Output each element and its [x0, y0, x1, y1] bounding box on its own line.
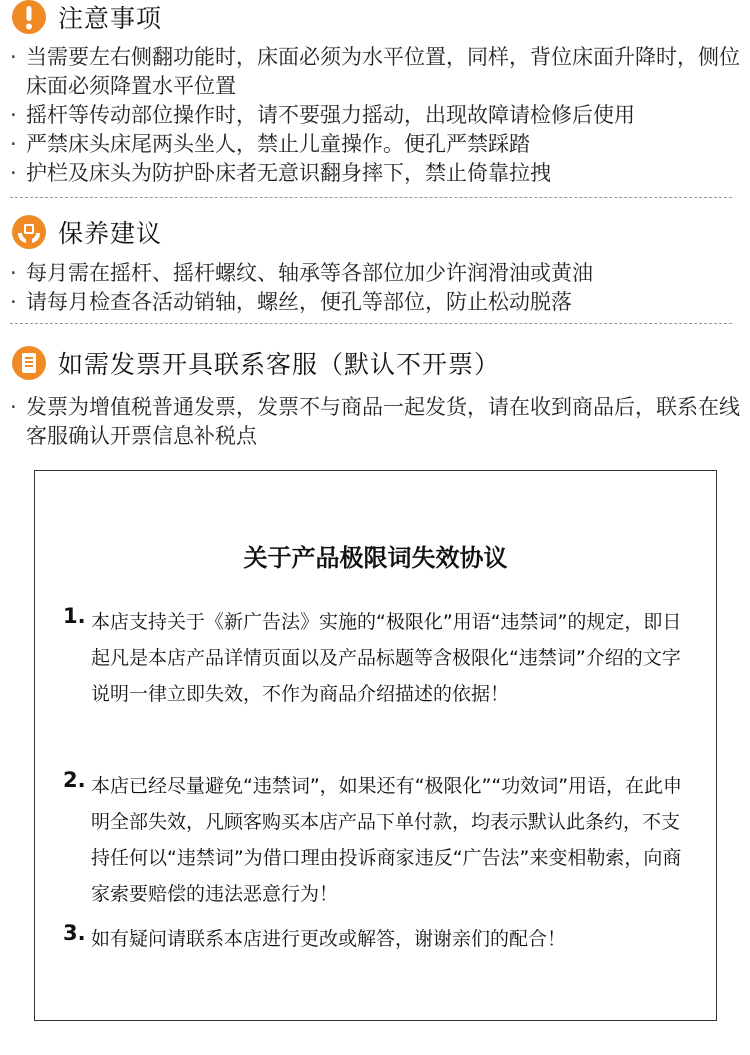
clause [63, 921, 693, 957]
section-invoice [0, 343, 750, 451]
list-item: · 护栏及床头为防护卧床者无意识翻身摔下，禁止倚靠拉拽 [0, 159, 750, 188]
section-header [0, 0, 750, 34]
precautions-list [0, 43, 750, 188]
clause-number: 2. [63, 768, 86, 792]
clause-number: 1. [63, 604, 86, 628]
divider [10, 197, 732, 198]
list-item: · 摇杆等传动部位操作时，请不要强力摇动，出现故障请检修后使用 [0, 101, 750, 130]
clause-text: 本店已经尽量避免“违禁词”，如果还有“极限化”“功效词”用语，在此申明全部失效，凡顾客购买本店产品下单付款，均表示默认此条约，不支持任何以“违禁词”为借口理由投诉商家违反“广告法”来变相勒索，向商家索要赔偿的违法恶意行为！ [91, 775, 683, 905]
invoice-list [0, 393, 750, 451]
section-title: 注意事项 [58, 4, 163, 33]
maintenance-list [0, 259, 750, 317]
invoice-icon [12, 346, 46, 380]
list-item: · 当需要左右侧翻功能时，床面必须为水平位置，同样，背位床面升降时，侧位床面必须降置水平位置 [0, 43, 750, 101]
section-header [0, 343, 750, 383]
list-item: · 严禁床头床尾两头坐人，禁止儿童操作。便孔严禁踩踏 [0, 130, 750, 159]
clause [63, 768, 693, 912]
section-header [0, 212, 750, 252]
exclamation-icon [12, 0, 46, 34]
clause [63, 604, 693, 712]
notice-title: 关于产品极限词失效协议 [243, 544, 508, 572]
list-item: · 每月需在摇杆、摇杆螺纹、轴承等各部位加少许润滑油或黄油 [0, 259, 750, 288]
clause-number: 3. [63, 921, 86, 945]
clause-text: 如有疑问请联系本店进行更改或解答，谢谢亲们的配合！ [91, 928, 567, 950]
list-item: · 请每月检查各活动销轴，螺丝，便孔等部位，防止松动脱落 [0, 288, 750, 317]
section-title: 保养建议 [58, 219, 163, 248]
notice-box [34, 470, 717, 1021]
section-maintenance [0, 212, 750, 317]
hands-care-icon [12, 215, 46, 249]
clause-text: 本店支持关于《新广告法》实施的“极限化”用语“违禁词”的规定，即日起凡是本店产品详情页面以及产品标题等含极限化“违禁词”介绍的文字说明一律立即失效，不作为商品介绍描述的依据！ [91, 611, 682, 705]
list-item: · 发票为增值税普通发票，发票不与商品一起发货，请在收到商品后，联系在线客服确认开票信息补税点 [0, 393, 750, 451]
section-title: 如需发票开具联系客服（默认不开票） [58, 350, 501, 379]
section-precautions [0, 0, 750, 188]
divider [10, 323, 732, 324]
